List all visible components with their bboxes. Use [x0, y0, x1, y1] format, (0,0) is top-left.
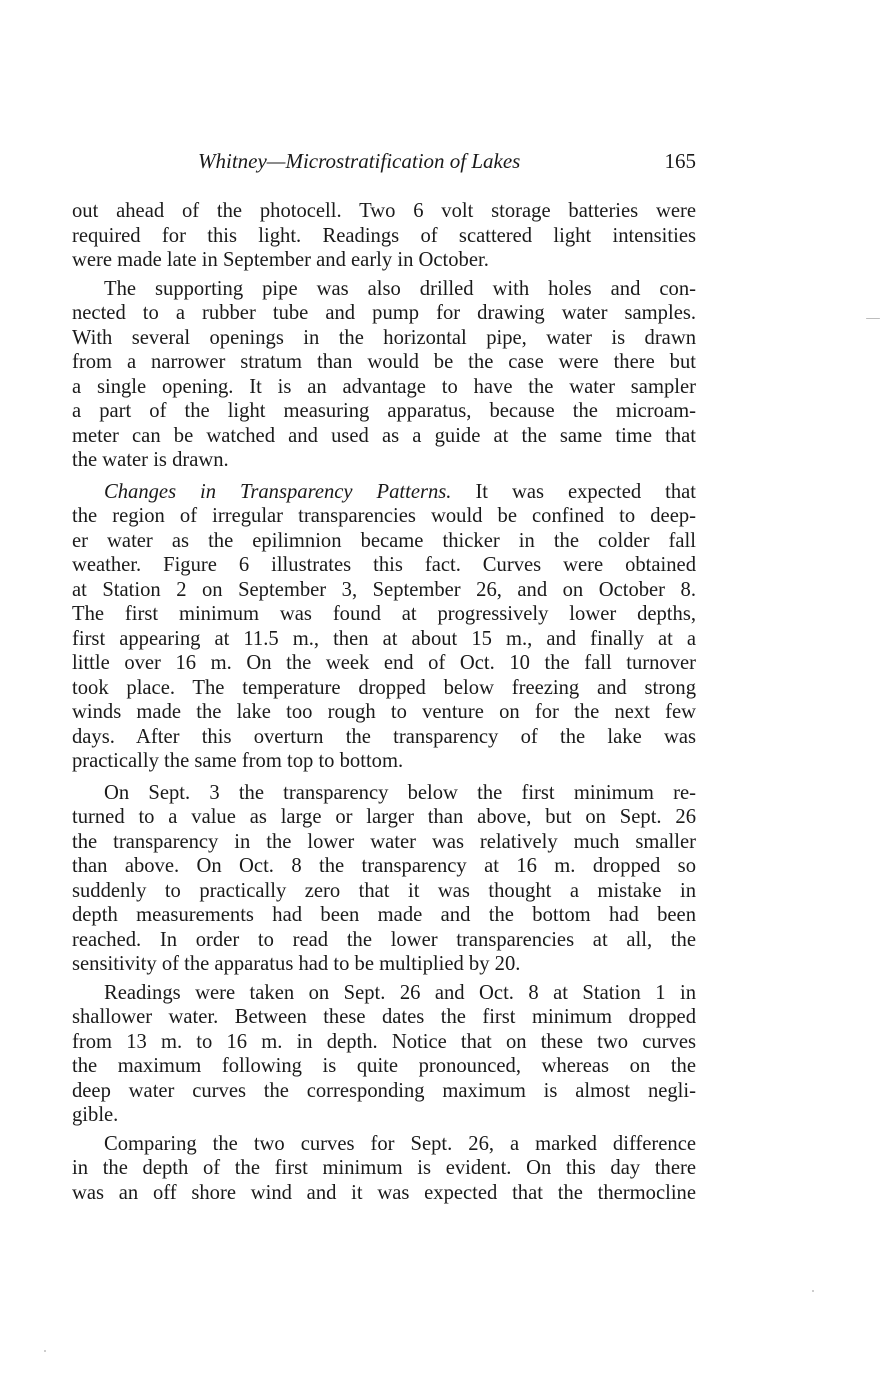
text-line: With several openings in the horizontal pipe, water is drawn — [72, 326, 696, 349]
text-line: at Station 2 on September 3, September 26, and on October 8. — [72, 578, 696, 601]
text-line: reached. In order to read the lower transparencies at all, the — [72, 928, 696, 951]
running-head — [72, 146, 696, 176]
paragraph-2 — [72, 277, 696, 473]
paragraph-3 — [72, 480, 696, 774]
text-line: Readings were taken on Sept. 26 and Oct. 8 at Station 1 in — [104, 981, 696, 1004]
text-line: than above. On Oct. 8 the transparency at 16 m. dropped so — [72, 855, 696, 877]
text-line: shallower water. Between these dates the first minimum dropped — [72, 1006, 696, 1028]
text-line: out ahead of the photocell. Two 6 volt storage batteries were — [72, 200, 696, 222]
text-line: practically the same from top to bottom. — [72, 750, 404, 772]
text-line: first appearing at 11.5 m., then at about 15 m., and finally at a — [72, 627, 696, 650]
text-line: depth measurements had been made and the bottom had been — [72, 904, 696, 926]
paragraph-5 — [72, 981, 696, 1128]
text-line: the transparency in the lower water was relatively much smaller — [72, 830, 696, 853]
text-line: turned to a value as large or larger than above, but on Sept. 26 — [72, 806, 696, 828]
section-heading: Changes in Transparency Patterns. — [104, 480, 452, 503]
text-line: meter can be watched and used as a guide at the same time that — [72, 424, 696, 447]
text-line: a single opening. It is an advantage to have the water sampler — [72, 375, 696, 398]
text-line: the water is drawn. — [72, 449, 229, 471]
scan-speck — [44, 1350, 46, 1352]
text-line: from 13 m. to 16 m. in depth. Notice that on these two curves — [72, 1030, 696, 1053]
text-line: The supporting pipe was also drilled with holes and con- — [104, 277, 696, 300]
text-line: took place. The temperature dropped below freezing and strong — [72, 676, 696, 699]
text-line: was an off shore wind and it was expected that the thermocline — [72, 1181, 696, 1204]
text-line: days. After this overturn the transparency of the lake was — [72, 725, 696, 748]
text-line: winds made the lake too rough to venture on for the next few — [72, 701, 696, 723]
text-line: er water as the epilimnion became thicker in the colder fall — [72, 529, 696, 552]
paragraph-1 — [72, 199, 696, 273]
body-text — [72, 199, 696, 1205]
text-line: a part of the light measuring apparatus, because the microam- — [72, 400, 696, 422]
scan-speck — [812, 1290, 814, 1292]
text-line: the maximum following is quite pronounced, whereas on the — [72, 1055, 696, 1077]
paragraph-4 — [72, 781, 696, 977]
text-line: from a narrower stratum than would be the case were there but — [72, 351, 696, 373]
book-page — [72, 146, 696, 1205]
text-line: were made late in September and early in October. — [72, 249, 489, 271]
text-line: suddenly to practically zero that it was thought a mistake in — [72, 879, 696, 902]
text-line — [72, 480, 696, 505]
text-line: On Sept. 3 the transparency below the first minimum re- — [104, 781, 696, 804]
heading-line-rest: It was expected that — [475, 480, 697, 503]
running-title: Whitney—Microstratification of Lakes — [198, 149, 521, 173]
scan-speck — [866, 318, 880, 319]
text-line: the region of irregular transparencies would be confined to deep- — [72, 505, 696, 527]
text-line: gible. — [72, 1104, 119, 1126]
text-line: The first minimum was found at progressively lower depths, — [72, 603, 696, 625]
text-line: in the depth of the first minimum is evident. On this day there — [72, 1157, 696, 1179]
text-line: nected to a rubber tube and pump for drawing water samples. — [72, 302, 696, 324]
text-line: weather. Figure 6 illustrates this fact. Curves were obtained — [72, 554, 696, 576]
paragraph-6 — [72, 1132, 696, 1206]
text-line: required for this light. Readings of scattered light intensities — [72, 224, 696, 247]
page-number: 165 — [664, 149, 696, 173]
text-line: deep water curves the corresponding maximum is almost negli- — [72, 1079, 696, 1102]
text-line: Comparing the two curves for Sept. 26, a marked difference — [104, 1132, 696, 1155]
text-line: sensitivity of the apparatus had to be multiplied by 20. — [72, 953, 521, 975]
text-line: little over 16 m. On the week end of Oct. 10 the fall turnover — [72, 652, 696, 674]
